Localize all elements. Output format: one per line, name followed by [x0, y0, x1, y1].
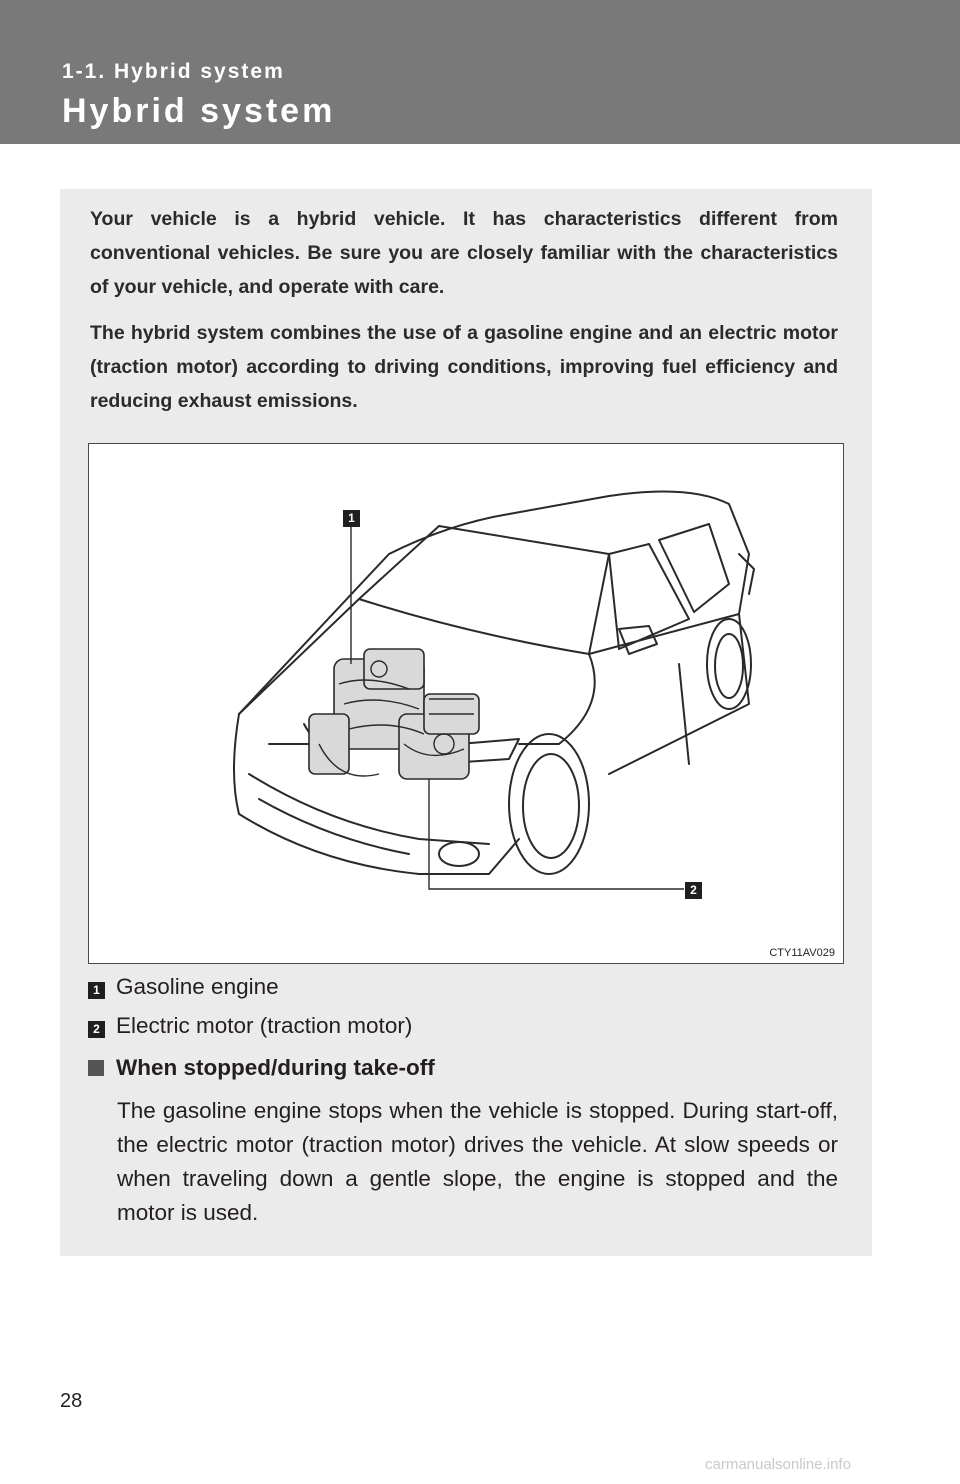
intro-paragraph-2: The hybrid system combines the use of a gasoline engine and an electric motor (traction motor) according to driving conditions, improving fuel efficiency and reducing exhaust emissions.: [90, 322, 838, 412]
callout-1: 1: [343, 510, 360, 527]
number-badge-2: 2: [88, 1021, 105, 1038]
callout-2: 2: [685, 882, 702, 899]
hybrid-car-drawing: [89, 444, 843, 963]
legend-label: Gasoline engine: [116, 974, 279, 999]
watermark: carmanualsonline.info: [705, 1456, 851, 1473]
page-number: 28: [60, 1390, 83, 1412]
chapter-header: [0, 0, 960, 144]
section-label: 1-1. Hybrid system: [62, 60, 285, 83]
intro-paragraph-1: Your vehicle is a hybrid vehicle. It has characteristics different from conventional vehicles. Be sure you are closely familiar with the characteristics of your vehicle, and operate with care.: [90, 208, 838, 298]
square-bullet-icon: [88, 1060, 104, 1076]
number-badge-1: 1: [88, 982, 105, 999]
figure-code: CTY11AV029: [769, 947, 835, 959]
page-title: Hybrid system: [62, 92, 336, 130]
section-heading-text: When stopped/during take-off: [116, 1055, 435, 1080]
car-illustration: [88, 443, 844, 964]
legend-label: Electric motor (traction motor): [116, 1013, 413, 1038]
section-heading: [88, 1055, 435, 1081]
section-body: The gasoline engine stops when the vehicle is stopped. During start-off, the electric motor (traction motor) drives the vehicle. At slow speeds or when traveling down a gentle slope, the engine is stopped and the motor is used.: [117, 1098, 838, 1225]
